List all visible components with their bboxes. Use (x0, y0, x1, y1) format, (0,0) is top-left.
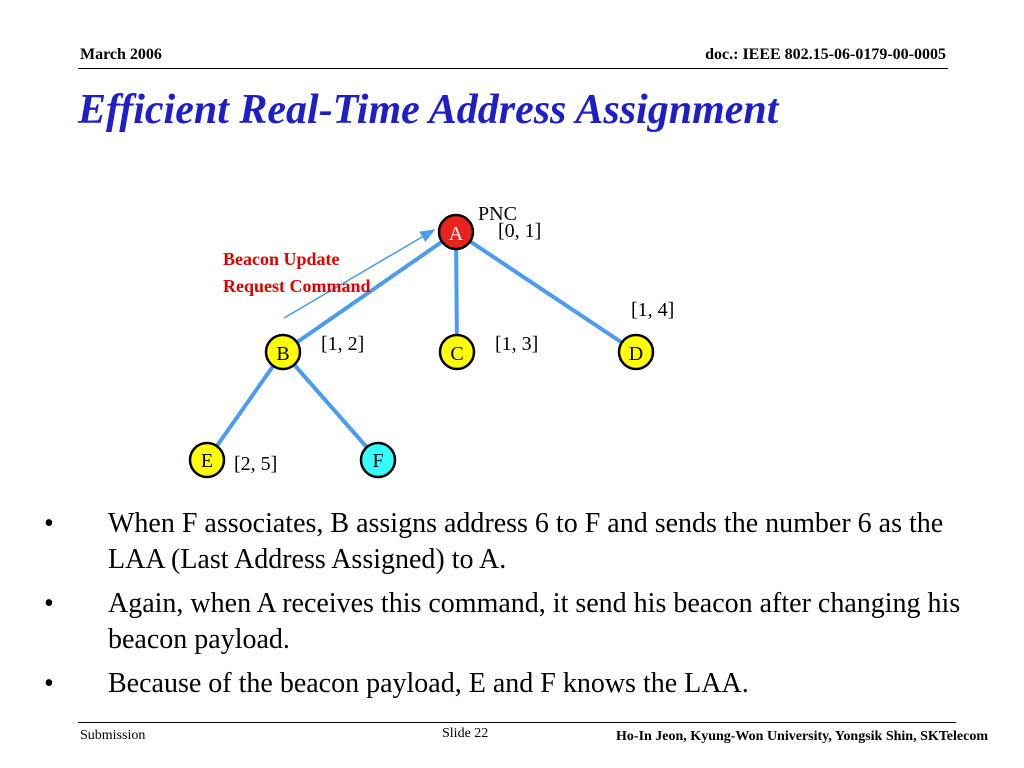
bullet-text: Again, when A receives this command, it send his beacon after changing his beacon payload. (108, 588, 961, 655)
bullet-list (38, 506, 978, 710)
bullet-marker: • (44, 668, 54, 699)
bullet-marker: • (44, 588, 54, 619)
range-d: [1, 4] (631, 299, 675, 321)
node-f-label: F (372, 450, 384, 472)
node-d-label: D (628, 343, 644, 365)
edge-b-e (207, 352, 283, 460)
node-c (440, 335, 474, 369)
pnc-label: PNC (478, 203, 517, 225)
footer-submission: Submission (80, 728, 146, 743)
footer-divider (78, 722, 956, 723)
node-b (266, 335, 300, 369)
bullet-marker: • (44, 508, 54, 539)
node-b-label: B (276, 343, 290, 365)
bullet-item (38, 506, 978, 578)
header-doc-id: doc.: IEEE 802.15-06-0179-00-0005 (705, 46, 946, 63)
node-a (439, 215, 473, 249)
command-label-line2: Request Command (223, 276, 371, 296)
bullet-text: Because of the beacon payload, E and F knows the LAA. (108, 668, 749, 699)
footer-slide-number: Slide 22 (442, 726, 489, 741)
node-d (619, 335, 653, 369)
node-e (190, 443, 224, 477)
command-arrow (284, 230, 434, 318)
slide-title: Efficient Real-Time Address Assignment (78, 87, 779, 133)
range-b: [1, 2] (321, 333, 365, 355)
node-e-label: E (200, 450, 214, 472)
header-date: March 2006 (80, 46, 162, 63)
range-e: [2, 5] (234, 453, 278, 475)
edge-b-f (283, 352, 378, 460)
footer-authors: Ho-In Jeon, Kyung-Won University, Yongsik Shin, SKTelecom (616, 729, 988, 744)
bullet-text: When F associates, B assigns address 6 to F and sends the number 6 as the LAA (Last Address Assigned) to A. (108, 508, 944, 575)
node-f (361, 443, 395, 477)
node-c-label: C (450, 343, 464, 365)
bullet-item (38, 586, 978, 658)
node-a-label: A (448, 223, 464, 245)
edge-a-d (456, 232, 636, 352)
command-label-line1: Beacon Update (223, 249, 340, 269)
range-a: [0, 1] (498, 220, 542, 242)
range-c: [1, 3] (495, 333, 539, 355)
bullet-item (38, 666, 978, 702)
